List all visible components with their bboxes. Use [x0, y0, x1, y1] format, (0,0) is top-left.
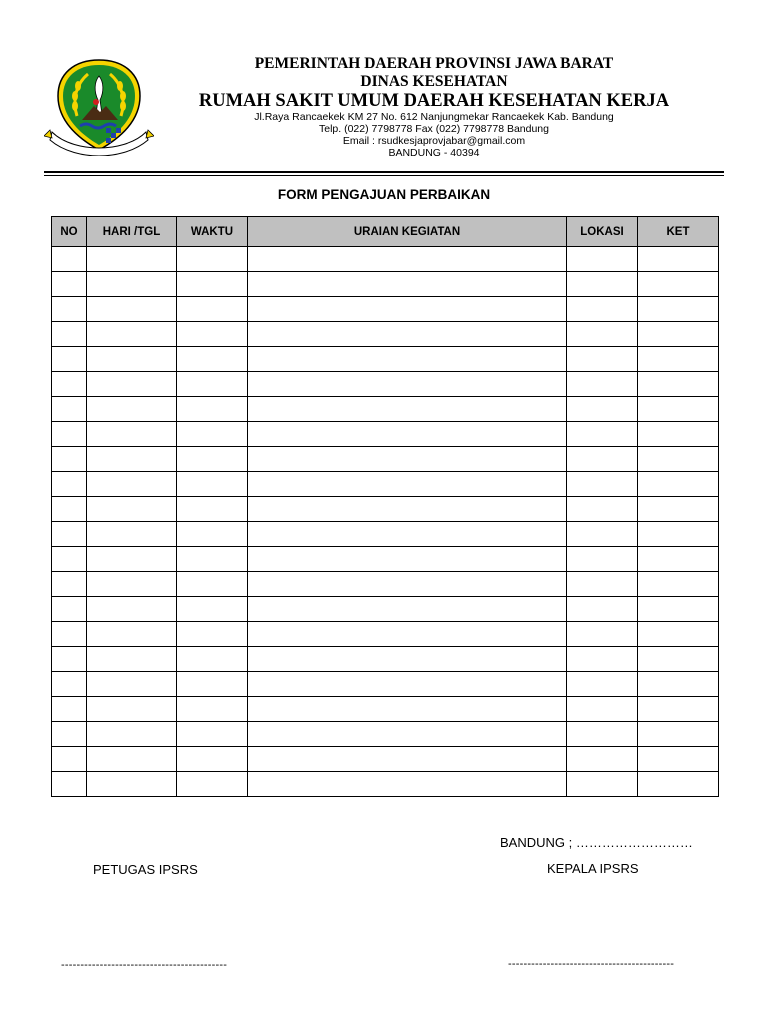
- table-cell: [52, 447, 87, 472]
- table-cell: [87, 672, 177, 697]
- table-cell: [52, 247, 87, 272]
- table-cell: [638, 747, 719, 772]
- table-cell: [177, 622, 248, 647]
- table-row: [52, 647, 719, 672]
- table-cell: [638, 322, 719, 347]
- table-cell: [87, 372, 177, 397]
- table-cell: [87, 722, 177, 747]
- table-row: [52, 772, 719, 797]
- table-cell: [567, 422, 638, 447]
- table-cell: [638, 447, 719, 472]
- table-cell: [177, 472, 248, 497]
- table-row: [52, 372, 719, 397]
- table-cell: [567, 297, 638, 322]
- table-cell: [248, 247, 567, 272]
- table-row: [52, 522, 719, 547]
- table-cell: [52, 472, 87, 497]
- table-cell: [177, 397, 248, 422]
- table-cell: [567, 672, 638, 697]
- table-cell: [177, 772, 248, 797]
- table-cell: [177, 697, 248, 722]
- table-cell: [177, 722, 248, 747]
- table-cell: [177, 422, 248, 447]
- table-cell: [248, 422, 567, 447]
- table-cell: [638, 697, 719, 722]
- table-cell: [52, 597, 87, 622]
- table-cell: [248, 597, 567, 622]
- table-cell: [248, 547, 567, 572]
- table-cell: [248, 397, 567, 422]
- table-cell: [567, 397, 638, 422]
- table-cell: [567, 447, 638, 472]
- table-row: [52, 322, 719, 347]
- table-cell: [52, 622, 87, 647]
- table-cell: [52, 347, 87, 372]
- table-row: [52, 472, 719, 497]
- table-body: [52, 247, 719, 797]
- table-cell: [567, 622, 638, 647]
- table-cell: [567, 347, 638, 372]
- header-divider-thin: [44, 175, 724, 176]
- table-cell: [177, 497, 248, 522]
- table-cell: [638, 372, 719, 397]
- table-cell: [177, 272, 248, 297]
- table-cell: [52, 322, 87, 347]
- table-cell: [87, 322, 177, 347]
- hospital-name: RUMAH SAKIT UMUM DAERAH KESEHATAN KERJA: [198, 91, 670, 112]
- table-cell: [638, 297, 719, 322]
- column-header-no: NO: [52, 217, 87, 247]
- table-row: [52, 597, 719, 622]
- table-cell: [638, 522, 719, 547]
- table-cell: [248, 497, 567, 522]
- column-header-location: LOKASI: [567, 217, 638, 247]
- table-cell: [638, 472, 719, 497]
- table-cell: [52, 547, 87, 572]
- table-cell: [52, 697, 87, 722]
- table-cell: [567, 247, 638, 272]
- table-cell: [177, 547, 248, 572]
- head-signature-line: -------------------------------------------: [508, 958, 675, 970]
- table-cell: [177, 347, 248, 372]
- table-row: [52, 497, 719, 522]
- table-cell: [567, 547, 638, 572]
- table-row: [52, 722, 719, 747]
- column-header-notes: KET: [638, 217, 719, 247]
- table-cell: [638, 497, 719, 522]
- table-cell: [248, 447, 567, 472]
- table-row: [52, 272, 719, 297]
- table-cell: [638, 247, 719, 272]
- department-name: DINAS KESEHATAN: [360, 73, 508, 91]
- table-cell: [248, 672, 567, 697]
- table-row: [52, 747, 719, 772]
- table-cell: [567, 472, 638, 497]
- table-cell: [638, 647, 719, 672]
- table-cell: [177, 372, 248, 397]
- table-cell: [248, 347, 567, 372]
- head-title: KEPALA IPSRS: [547, 861, 639, 876]
- table-cell: [638, 597, 719, 622]
- table-cell: [248, 372, 567, 397]
- table-cell: [87, 697, 177, 722]
- table-cell: [52, 747, 87, 772]
- table-cell: [567, 697, 638, 722]
- email-line: Email : rsudkesjaprovjabar@gmail.com: [342, 135, 526, 148]
- table-cell: [248, 722, 567, 747]
- table-cell: [52, 422, 87, 447]
- table-cell: [177, 672, 248, 697]
- table-cell: [638, 272, 719, 297]
- table-cell: [248, 572, 567, 597]
- table-cell: [567, 497, 638, 522]
- table-cell: [87, 597, 177, 622]
- table-cell: [87, 247, 177, 272]
- table-cell: [87, 772, 177, 797]
- column-header-date: HARI /TGL: [87, 217, 177, 247]
- table-cell: [638, 572, 719, 597]
- table-header-row: [52, 217, 719, 247]
- table-cell: [87, 422, 177, 447]
- table-cell: [567, 747, 638, 772]
- table-cell: [177, 322, 248, 347]
- table-cell: [638, 347, 719, 372]
- table-cell: [52, 397, 87, 422]
- table-cell: [87, 347, 177, 372]
- table-cell: [177, 247, 248, 272]
- repair-request-table: [51, 216, 719, 797]
- table-cell: [567, 722, 638, 747]
- table-row: [52, 447, 719, 472]
- table-cell: [87, 647, 177, 672]
- table-cell: [177, 647, 248, 672]
- table-cell: [177, 572, 248, 597]
- table-cell: [567, 522, 638, 547]
- table-cell: [248, 272, 567, 297]
- table-cell: [177, 297, 248, 322]
- table-cell: [52, 647, 87, 672]
- table-cell: [248, 697, 567, 722]
- table-cell: [638, 722, 719, 747]
- table-row: [52, 697, 719, 722]
- table-cell: [248, 647, 567, 672]
- address-line: Jl.Raya Rancaekek KM 27 No. 612 Nanjungmekar Rancaekek Kab. Bandung: [254, 111, 614, 124]
- city-line: BANDUNG - 40394: [388, 147, 480, 160]
- table-cell: [567, 272, 638, 297]
- table-cell: [248, 472, 567, 497]
- table-cell: [52, 372, 87, 397]
- table-cell: [567, 572, 638, 597]
- table-cell: [87, 297, 177, 322]
- column-header-description: URAIAN KEGIATAN: [248, 217, 567, 247]
- table-cell: [248, 747, 567, 772]
- table-cell: [87, 522, 177, 547]
- table-cell: [87, 572, 177, 597]
- phone-line: Telp. (022) 7798778 Fax (022) 7798778 Bandung: [318, 123, 549, 136]
- column-header-time: WAKTU: [177, 217, 248, 247]
- table-row: [52, 572, 719, 597]
- table-cell: [87, 447, 177, 472]
- letterhead: [160, 55, 708, 159]
- officer-title: PETUGAS IPSRS: [93, 862, 198, 877]
- table-cell: [567, 372, 638, 397]
- table-cell: [638, 672, 719, 697]
- table-cell: [567, 772, 638, 797]
- table-cell: [177, 747, 248, 772]
- table-cell: [87, 397, 177, 422]
- table-cell: [177, 522, 248, 547]
- table-cell: [87, 497, 177, 522]
- government-name: PEMERINTAH DAERAH PROVINSI JAWA BARAT: [254, 55, 614, 72]
- table-cell: [87, 472, 177, 497]
- table-cell: [52, 722, 87, 747]
- table-cell: [52, 672, 87, 697]
- table-cell: [52, 497, 87, 522]
- form-title: FORM PENGAJUAN PERBAIKAN: [277, 187, 491, 202]
- table-row: [52, 422, 719, 447]
- table-cell: [52, 522, 87, 547]
- table-cell: [248, 522, 567, 547]
- table-cell: [87, 272, 177, 297]
- table-cell: [638, 422, 719, 447]
- table-cell: [248, 322, 567, 347]
- table-cell: [638, 772, 719, 797]
- table-row: [52, 397, 719, 422]
- table-cell: [248, 297, 567, 322]
- officer-signature-line: -------------------------------------------: [61, 959, 228, 971]
- table-row: [52, 622, 719, 647]
- place-date-line: BANDUNG ; ………………………: [500, 835, 693, 850]
- table-cell: [52, 772, 87, 797]
- table-cell: [248, 772, 567, 797]
- table-cell: [248, 622, 567, 647]
- table-row: [52, 247, 719, 272]
- table-row: [52, 347, 719, 372]
- table-cell: [177, 597, 248, 622]
- table-cell: [567, 597, 638, 622]
- table-row: [52, 547, 719, 572]
- table-row: [52, 672, 719, 697]
- table-cell: [638, 622, 719, 647]
- table-cell: [87, 622, 177, 647]
- table-cell: [87, 547, 177, 572]
- jawa-barat-emblem-icon: [44, 56, 154, 156]
- table-cell: [87, 747, 177, 772]
- table-cell: [567, 647, 638, 672]
- table-cell: [52, 572, 87, 597]
- table-cell: [52, 272, 87, 297]
- table-cell: [177, 447, 248, 472]
- table-cell: [638, 547, 719, 572]
- table-cell: [638, 397, 719, 422]
- header-divider-thick: [44, 171, 724, 173]
- table-cell: [52, 297, 87, 322]
- table-row: [52, 297, 719, 322]
- table-cell: [567, 322, 638, 347]
